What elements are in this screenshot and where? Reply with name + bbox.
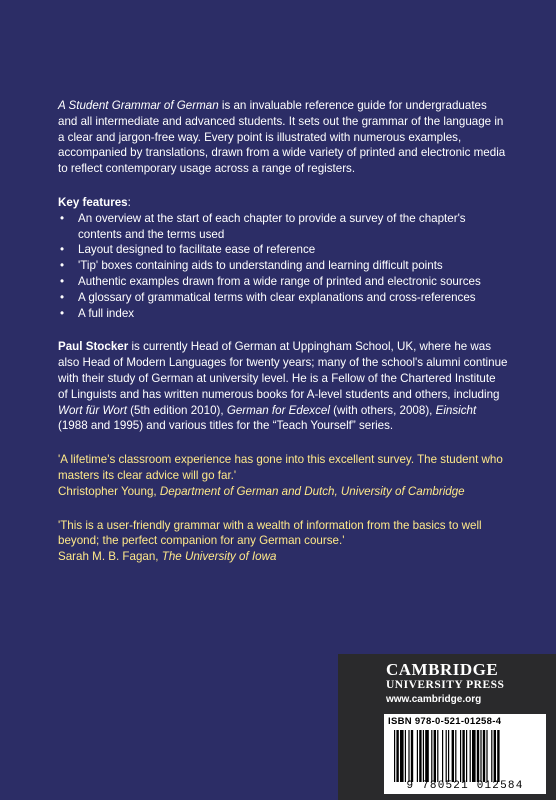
- book-title: German for Edexcel: [226, 403, 330, 417]
- barcode-bar: [460, 730, 461, 782]
- author-name: Paul Stocker: [58, 340, 129, 354]
- author-text: is currently Head of German at Uppingham School, UK, where he was also Head of Modern Languages for twenty years; many of the school's alumni continue with their study of German at university level. He is a Fellow of the Chartered Institute of Linguists and has written numerous books for A-level students and others, including: [58, 340, 508, 401]
- author-bio: [58, 339, 508, 434]
- publisher-name: CAMBRIDGE: [386, 660, 499, 679]
- feature-text: A glossary of grammatical terms with clear explanations and cross-references: [78, 290, 476, 304]
- barcode-bar: [452, 730, 454, 782]
- book-title: Wort für Wort: [58, 403, 127, 417]
- feature-text: An overview at the start of each chapter to provide a survey of the chapter's contents and the terms used: [78, 211, 466, 241]
- isbn-text: ISBN 978-0-521-01258-4: [388, 716, 502, 727]
- bullet-icon: •: [60, 306, 65, 320]
- barcode-bar: [417, 730, 418, 782]
- quote-source: [58, 484, 508, 500]
- feature-text: Layout designed to facilitate ease of reference: [78, 243, 316, 257]
- publisher-url: www.cambridge.org: [386, 694, 482, 705]
- quote-person: Christopher Young,: [58, 484, 160, 498]
- quote-affiliation: Department of German and Dutch, University of Cambridge: [159, 484, 465, 498]
- blurb-text: is an invaluable reference guide for undergraduates and all intermediate and advanced students. It sets out the grammar of the language in a clear and jargon-free way. Every point is illustrated with numerous examples, accompanied by translations, drawn from a wide variety of printed and electronic media to reflect contemporary usage across a range of registers.: [58, 99, 506, 176]
- barcode-bar: [477, 730, 479, 782]
- quote-affiliation: The University of Iowa: [161, 550, 277, 564]
- list-item: [58, 242, 508, 258]
- barcode-bar: [425, 730, 429, 782]
- book-title: Einsicht: [435, 403, 477, 417]
- list-item: [58, 290, 508, 306]
- bullet-icon: •: [60, 259, 65, 273]
- barcode-bar: [394, 730, 395, 782]
- list-item: [58, 306, 508, 322]
- barcode-bar: [431, 730, 432, 782]
- list-item: [58, 211, 508, 243]
- author-text: (5th edition 2010),: [126, 403, 227, 417]
- key-features-list: [58, 211, 508, 322]
- review-quote: [58, 518, 508, 565]
- review-quote: [58, 452, 508, 499]
- barcode-bar: [472, 730, 476, 782]
- key-features-heading: [58, 195, 508, 211]
- book-title: A Student Grammar of German: [58, 99, 219, 112]
- quote-person: Sarah M. B. Fagan,: [58, 550, 162, 564]
- barcode-bar: [405, 730, 406, 782]
- list-item: [58, 274, 508, 290]
- bullet-icon: •: [60, 290, 65, 304]
- barcode: [384, 714, 546, 794]
- publisher-logo: [386, 660, 504, 692]
- barcode-bar: [448, 730, 449, 782]
- barcode-bar: [466, 730, 467, 782]
- barcode-bar: [396, 730, 398, 782]
- barcode-bar: [483, 730, 485, 782]
- bullet-icon: •: [60, 274, 65, 288]
- barcode-icon: [394, 730, 540, 782]
- barcode-bar: [494, 730, 496, 782]
- barcode-bar: [491, 730, 492, 782]
- bullet-icon: •: [60, 243, 65, 257]
- quote-text: 'This is a user-friendly grammar with a wealth of information from the basics to well beyond; the perfect companion for any German course.': [58, 518, 482, 548]
- feature-text: Authentic examples drawn from a wide range of printed and electronic sources: [78, 274, 481, 288]
- key-features-label: Key features: [58, 195, 128, 209]
- barcode-bar: [462, 730, 464, 782]
- barcode-bar: [497, 730, 499, 782]
- barcode-bar: [486, 730, 487, 782]
- barcode-bar: [408, 730, 409, 782]
- barcode-bar: [446, 730, 447, 782]
- barcode-bar: [400, 730, 404, 782]
- blurb: [58, 98, 508, 177]
- publisher-box: [338, 654, 556, 800]
- quote-source: [58, 549, 508, 565]
- key-features-colon: :: [127, 195, 131, 209]
- author-text: (with others, 2008),: [329, 403, 436, 417]
- ean-number: 9 780521 012584: [406, 780, 524, 792]
- publisher-press: UNIVERSITY PRESS: [386, 679, 505, 691]
- barcode-bar: [419, 730, 421, 782]
- quote-text: 'A lifetime's classroom experience has gone into this excellent survey. The student who masters its clear advice will go far.': [58, 453, 503, 482]
- feature-text: A full index: [78, 306, 135, 320]
- barcode-bar: [423, 730, 424, 782]
- barcode-bar: [442, 730, 443, 782]
- bullet-icon: •: [60, 211, 65, 225]
- barcode-bar: [434, 730, 436, 782]
- feature-text: 'Tip' boxes containing aids to understanding and learning difficult points: [78, 259, 443, 273]
- barcode-bar: [437, 730, 438, 782]
- back-cover-text: [58, 98, 508, 583]
- barcode-bar: [411, 730, 413, 782]
- barcode-bar: [455, 730, 456, 782]
- author-text: (1988 and 1995) and various titles for the “Teach Yourself” series.: [58, 419, 394, 433]
- barcode-bar: [480, 730, 481, 782]
- barcode-bar: [470, 730, 471, 782]
- list-item: [58, 258, 508, 274]
